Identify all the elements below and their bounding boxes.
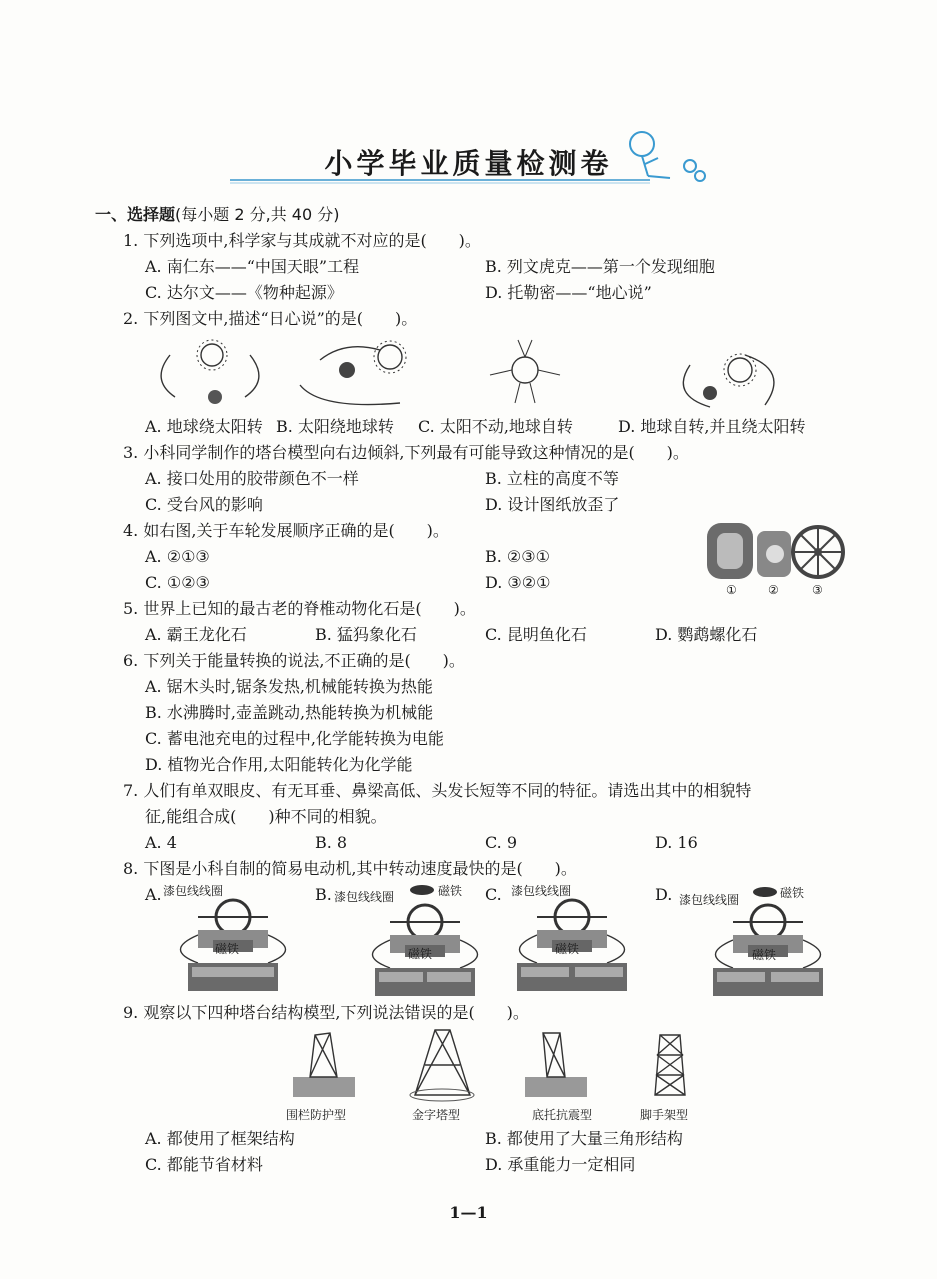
q9-option-b[interactable]: B. 都使用了大量三角形结构 <box>485 1129 683 1148</box>
q6-option-d[interactable]: D. 植物光合作用,太阳能转化为化学能 <box>145 755 413 774</box>
q6-option-b[interactable]: B. 水沸腾时,壶盖跳动,热能转换为机械能 <box>145 703 434 722</box>
orbit-illustration-a <box>161 340 259 404</box>
tower-base-model-icon <box>525 1033 587 1097</box>
q4-option-c[interactable]: C. ①②③ <box>145 573 210 592</box>
q8d-top-magnet-label: 磁铁 <box>780 886 805 900</box>
q7-stem-line1: 7. 人们有单双眼皮、有无耳垂、鼻梁高低、头发长短等不同的特征。请选出其中的相貌特 <box>123 781 752 800</box>
q6-option-a[interactable]: A. 锯木头时,锯条发热,机械能转换为热能 <box>145 677 433 696</box>
q3-option-c[interactable]: C. 受台风的影响 <box>145 495 263 514</box>
orbit-illustration-c <box>490 340 560 403</box>
q8b-magnet-label: 磁铁 <box>408 947 433 961</box>
q4-option-d[interactable]: D. ③②① <box>485 573 551 592</box>
q8c-coil-label: 漆包线线圈 <box>511 884 572 898</box>
q3-option-d[interactable]: D. 设计图纸放歪了 <box>485 495 620 514</box>
q8c-magnet-label: 磁铁 <box>555 942 580 956</box>
q9-option-d[interactable]: D. 承重能力一定相同 <box>485 1155 636 1174</box>
q9-stem: 9. 观察以下四种塔台结构模型,下列说法错误的是( )。 <box>123 1003 529 1022</box>
title-decoration <box>230 128 710 198</box>
q2-stem: 2. 下列图文中,描述“日心说”的是( )。 <box>123 309 418 328</box>
q1-option-a[interactable]: A. 南仁东——“中国天眼”工程 <box>145 257 360 276</box>
q8d-top-magnet-icon <box>752 886 778 898</box>
q8b-coil-label: 漆包线线圈 <box>334 890 395 904</box>
q1-option-c[interactable]: C. 达尔文——《物种起源》 <box>145 283 343 302</box>
q8-option-b[interactable]: B. <box>315 885 332 904</box>
q8b-top-magnet-label: 磁铁 <box>438 884 463 898</box>
q3-option-b[interactable]: B. 立柱的高度不等 <box>485 469 619 488</box>
q5-option-d[interactable]: D. 鹦鹉螺化石 <box>655 625 758 644</box>
q3-option-a[interactable]: A. 接口处用的胶带颜色不一样 <box>145 469 359 488</box>
q9-model-label-4: 脚手架型 <box>640 1108 689 1122</box>
section-title: 一、选择题 <box>95 205 176 224</box>
q8-option-d[interactable]: D. <box>655 885 673 904</box>
wheel-label-2: ② <box>768 583 779 597</box>
q3-stem: 3. 小科同学制作的塔台模型向右边倾斜,下列最有可能导致这种情况的是( )。 <box>123 443 689 462</box>
q7-stem-line2: 征,能组合成( )种不同的相貌。 <box>145 807 387 826</box>
q4-stem: 4. 如右图,关于车轮发展顺序正确的是( )。 <box>123 521 449 540</box>
tower-pyramid-model-icon <box>410 1030 474 1101</box>
q1-stem: 1. 下列选项中,科学家与其成就不对应的是( )。 <box>123 231 481 250</box>
q4-option-b[interactable]: B. ②③① <box>485 547 550 566</box>
q6-option-c[interactable]: C. 蓄电池充电的过程中,化学能转换为电能 <box>145 729 444 748</box>
tower-fence-model-icon <box>293 1033 355 1097</box>
wheel-label-3: ③ <box>812 583 823 597</box>
q9-model-label-2: 金字塔型 <box>412 1108 461 1122</box>
q8d-coil-label: 漆包线线圈 <box>679 893 740 907</box>
q7-option-a[interactable]: A. 4 <box>145 833 177 852</box>
page-title: 小学毕业质量检测卷 <box>324 147 613 180</box>
q9-option-a[interactable]: A. 都使用了框架结构 <box>145 1129 295 1148</box>
q6-stem: 6. 下列关于能量转换的说法,不正确的是( )。 <box>123 651 465 670</box>
q7-option-d[interactable]: D. 16 <box>655 833 698 852</box>
q2-option-c[interactable]: C. 太阳不动,地球自转 <box>418 417 573 436</box>
wheel-label-1: ① <box>726 583 737 597</box>
q2-option-b[interactable]: B. 太阳绕地球转 <box>276 417 394 436</box>
q2-option-d[interactable]: D. 地球自转,并且绕太阳转 <box>618 417 806 436</box>
q5-stem: 5. 世界上已知的最古老的脊椎动物化石是( )。 <box>123 599 476 618</box>
q4-wheels-image <box>705 517 845 583</box>
q2-option-a[interactable]: A. 地球绕太阳转 <box>145 417 263 436</box>
section-heading <box>95 204 339 226</box>
q1-option-d[interactable]: D. 托勒密——“地心说” <box>485 283 652 302</box>
q8a-coil-label: 漆包线线圈 <box>163 884 224 898</box>
orbit-illustration-b <box>300 341 406 405</box>
tower-scaffold-model-icon <box>655 1035 685 1095</box>
section-note: (每小题 2 分,共 40 分) <box>175 205 340 224</box>
q5-option-a[interactable]: A. 霸王龙化石 <box>145 625 247 644</box>
q7-option-c[interactable]: C. 9 <box>485 833 518 852</box>
q8-option-a[interactable]: A. <box>145 885 162 904</box>
q8a-magnet-label: 磁铁 <box>215 942 240 956</box>
q9-model-label-3: 底托抗震型 <box>532 1108 593 1122</box>
q8d-magnet-label: 磁铁 <box>752 948 777 962</box>
q1-option-b[interactable]: B. 列文虎克——第一个发现细胞 <box>485 257 715 276</box>
q2-orbit-illustrations <box>150 335 850 415</box>
q8-stem: 8. 下图是小科自制的简易电动机,其中转动速度最快的是( )。 <box>123 859 577 878</box>
q5-option-b[interactable]: B. 猛犸象化石 <box>315 625 417 644</box>
q9-tower-models <box>285 1025 725 1105</box>
q9-model-label-1: 围栏防护型 <box>286 1108 347 1122</box>
q8b-top-magnet-icon <box>409 884 435 896</box>
page-number: 1—1 <box>449 1203 488 1222</box>
q9-option-c[interactable]: C. 都能节省材料 <box>145 1155 263 1174</box>
orbit-illustration-d <box>683 354 774 407</box>
q5-option-c[interactable]: C. 昆明鱼化石 <box>485 625 587 644</box>
q4-option-a[interactable]: A. ②①③ <box>145 547 210 566</box>
q7-option-b[interactable]: B. 8 <box>315 833 348 852</box>
q8-option-c[interactable]: C. <box>485 885 502 904</box>
